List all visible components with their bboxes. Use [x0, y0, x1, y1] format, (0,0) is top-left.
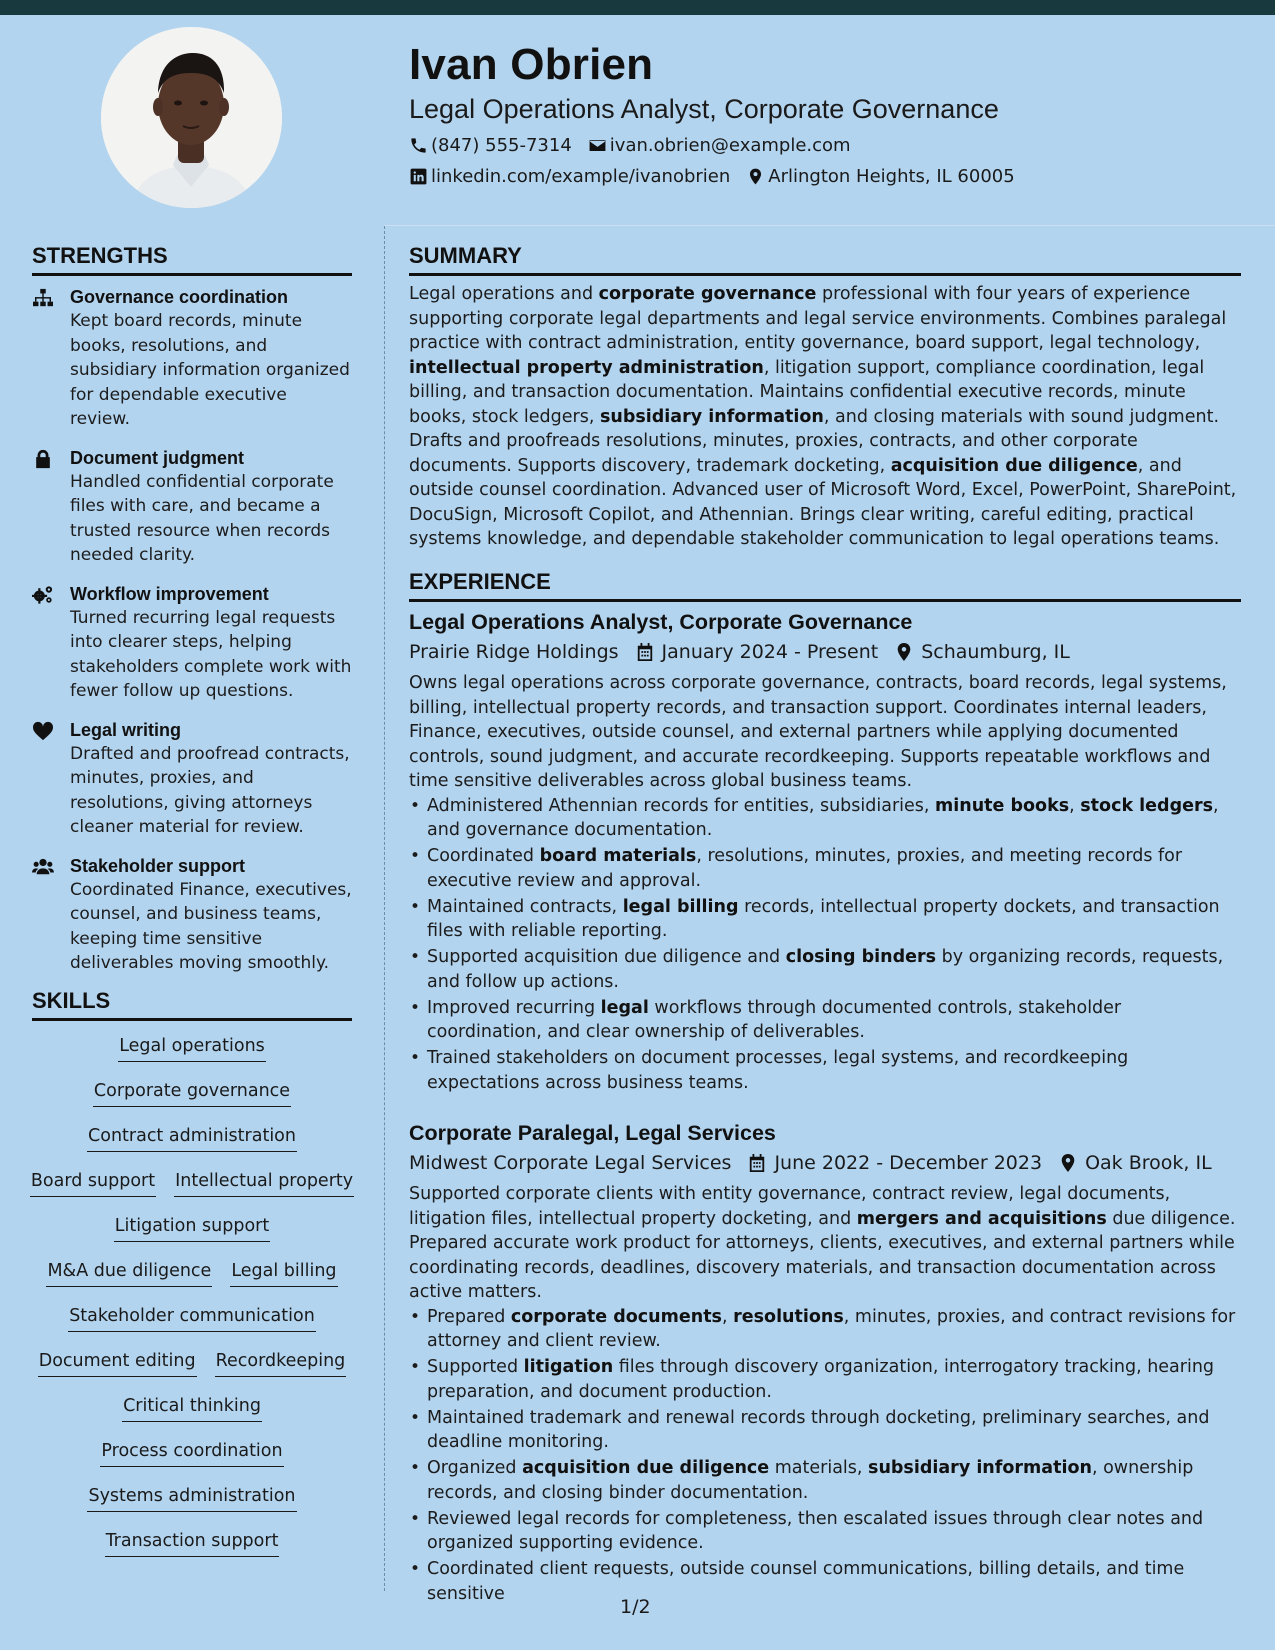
linkedin-item [409, 166, 730, 187]
emphasis-text: legal billing [622, 896, 739, 917]
skill-tag: Board support [30, 1170, 156, 1197]
envelope-icon [588, 136, 607, 155]
emphasis-text: minute books [935, 795, 1070, 816]
job-entry [409, 610, 1241, 1097]
skill-row [32, 1080, 352, 1125]
strength-text [70, 582, 352, 704]
calendar-icon [636, 642, 654, 662]
page-number: 1/2 [620, 1596, 651, 1618]
emphasis-text: intellectual property administration [409, 357, 764, 378]
skill-row [32, 1035, 352, 1080]
strength-description: Kept board records, minute books, resolutions, and subsidiary information organized for dependable executive review. [70, 311, 350, 429]
strength-title: Legal writing [70, 719, 182, 740]
experience-heading: EXPERIENCE [409, 569, 1241, 602]
strength-text [70, 854, 352, 976]
strengths-heading: STRENGTHS [32, 243, 352, 276]
job-bullets [409, 1305, 1241, 1607]
skill-tag: M&A due diligence [46, 1260, 212, 1287]
strengths-list [32, 285, 352, 990]
job-location: Oak Brook, IL [1085, 1152, 1212, 1174]
job-location: Schaumburg, IL [921, 641, 1070, 663]
skill-tag: Systems administration [87, 1485, 296, 1512]
strength-description: Handled confidential corporate files with care, and became a trusted resource when records needed clarity. [70, 471, 334, 565]
emphasis-text: subsidiary information [599, 406, 824, 427]
skill-row [32, 1485, 352, 1530]
skill-tag: Stakeholder communication [68, 1305, 316, 1332]
strength-text [70, 285, 352, 432]
summary-heading: SUMMARY [409, 243, 1241, 276]
bullet-item: • Administered Athennian records for entities, subsidiaries, minute books, stock ledgers, and governance documentation. [409, 794, 1241, 843]
bullet-item: • Improved recurring legal workflows through documented controls, stakeholder coordination, and clear ownership of deliverables. [409, 996, 1241, 1045]
skill-row [32, 1125, 352, 1170]
bullet-item: • Coordinated client requests, outside counsel communications, billing details, and time sensitive [409, 1557, 1241, 1606]
contact-line-2 [409, 166, 1031, 187]
skill-tag: Document editing [38, 1350, 197, 1377]
bullet-item: • Supported litigation files through discovery organization, interrogatory tracking, hearing preparation, and document production. [409, 1355, 1241, 1404]
calendar-icon [748, 1153, 766, 1173]
skill-tag: Legal operations [118, 1035, 266, 1062]
lock-icon [32, 446, 70, 568]
strength-description: Coordinated Finance, executives, counsel, and business teams, keeping time sensitive deliverables moving smoothly. [70, 879, 352, 973]
skill-tag: Legal billing [230, 1260, 337, 1287]
gears-icon [32, 582, 70, 704]
emphasis-text: board materials [539, 846, 697, 866]
candidate-title: Legal Operations Analyst, Corporate Governance [409, 94, 999, 124]
bullet-item: • Maintained contracts, legal billing records, intellectual property dockets, and transaction files with reliable reporting. [409, 895, 1241, 944]
strength-description: Turned recurring legal requests into clearer steps, helping stakeholders complete work with fewer follow up questions. [70, 607, 352, 701]
strength-title: Governance coordination [70, 287, 289, 307]
job-description: Supported corporate clients with entity governance, contract review, legal documents, litigation files, intellectual property docketing, and mergers and acquisitions due diligence. Prepared accurate work product for attorneys, clients, executives, and external partners while coordinating records, deadlines, discovery materials, and transaction documentation across active matters. [409, 1184, 1236, 1302]
location-text: Arlington Heights, IL 60005 [768, 166, 1015, 187]
emphasis-text: mergers and acquisitions [856, 1208, 1107, 1229]
map-pin-icon [1059, 1153, 1077, 1173]
job-description: Owns legal operations across corporate governance, contracts, board records, legal systems, billing, intellectual property records, and transaction support. Coordinates internal leaders, Finance, executives, outside counsel, and external partners while applying documented controls, sound judgment, and accurate recordkeeping. Supports repeatable workflows and time sensitive deliverables across global business teams. [409, 673, 1227, 791]
map-pin-icon [746, 167, 765, 186]
header-divider [384, 225, 1275, 226]
emphasis-text: resolutions [733, 1306, 844, 1327]
email-text[interactable]: ivan.obrien@example.com [609, 135, 851, 156]
strength-title: Stakeholder support [70, 855, 246, 876]
skills-heading: SKILLS [32, 988, 352, 1021]
skill-tag: Corporate governance [93, 1080, 291, 1107]
phone-text[interactable]: (847) 555-7314 [431, 135, 572, 156]
email-item [588, 135, 851, 156]
job-meta [409, 1152, 1241, 1174]
emphasis-text: stock ledgers [1080, 795, 1214, 816]
skill-tag: Litigation support [114, 1215, 270, 1242]
emphasis-text: acquisition due diligence [522, 1458, 770, 1478]
bullet-item: • Supported acquisition due diligence and closing binders by organizing records, requests, and follow up actions. [409, 945, 1241, 994]
strength-item [32, 718, 352, 840]
users-icon [32, 854, 70, 976]
strength-item [32, 446, 352, 568]
skill-row [32, 1215, 352, 1260]
skill-tag: Recordkeeping [215, 1350, 347, 1377]
bullet-item: • Reviewed legal records for completeness, then escalated issues through clear notes and organized supporting evidence. [409, 1507, 1241, 1556]
skill-row [32, 1530, 352, 1575]
skill-tag: Contract administration [87, 1125, 297, 1152]
heart-icon [32, 718, 70, 840]
job-dates: June 2022 - December 2023 [774, 1152, 1043, 1174]
job-dates: January 2024 - Present [661, 641, 879, 663]
skill-tag: Process coordination [100, 1440, 283, 1467]
column-divider [384, 226, 385, 1591]
linkedin-icon [409, 167, 428, 186]
contact-line-1 [409, 135, 867, 156]
bullet-item: • Prepared corporate documents, resolutions, minutes, proxies, and contract revisions for attorney and client review. [409, 1305, 1241, 1354]
strength-item [32, 285, 352, 432]
bullet-item: • Maintained trademark and renewal records through docketing, preliminary searches, and deadline monitoring. [409, 1406, 1241, 1455]
skill-row [32, 1440, 352, 1485]
strength-text [70, 446, 352, 568]
skill-row [32, 1170, 352, 1215]
strength-description: Drafted and proofread contracts, minutes, proxies, and resolutions, giving attorneys cleaner material for review. [70, 743, 350, 837]
profile-photo [101, 27, 282, 208]
candidate-name: Ivan Obrien [409, 40, 654, 89]
emphasis-text: legal [600, 997, 649, 1018]
skills-list [32, 1035, 352, 1575]
top-accent-bar [0, 0, 1275, 15]
skill-row [32, 1350, 352, 1395]
company-name: Prairie Ridge Holdings [409, 641, 619, 663]
phone-item [409, 135, 572, 156]
skill-tag: Intellectual property [174, 1170, 354, 1197]
bullet-item: • Organized acquisition due diligence materials, subsidiary information, ownership records, and closing binder documentation. [409, 1456, 1241, 1505]
emphasis-text: closing binders [785, 947, 937, 967]
phone-icon [409, 136, 428, 155]
linkedin-text[interactable]: linkedin.com/example/ivanobrien [431, 166, 731, 187]
skill-tag: Critical thinking [122, 1395, 262, 1422]
skill-row [32, 1260, 352, 1305]
job-title: Corporate Paralegal, Legal Services [409, 1121, 776, 1145]
strength-item [32, 582, 352, 704]
skill-tag: Transaction support [105, 1530, 280, 1557]
emphasis-text: acquisition due diligence [890, 455, 1138, 476]
emphasis-text: litigation [523, 1357, 614, 1377]
strength-text [70, 718, 352, 840]
company-name: Midwest Corporate Legal Services [409, 1152, 732, 1174]
skill-row [32, 1305, 352, 1350]
sitemap-icon [32, 285, 70, 432]
job-meta [409, 641, 1241, 663]
location-item [746, 166, 1014, 187]
strength-title: Workflow improvement [70, 583, 269, 604]
strength-title: Document judgment [70, 447, 244, 468]
strength-item [32, 854, 352, 976]
emphasis-text: subsidiary information [868, 1458, 1092, 1478]
summary-text: Legal operations and corporate governance professional with four years of experience supporting corporate legal departments and legal service environments. Combines paralegal practice with contract administration, entity governance, board support, legal technology, intellectual property administration, litigation support, compliance coordination, legal billing, and transaction documentation. Maintains confidential executive records, minute books, stock ledgers, subsidiary information, and closing materials with sound judgment. Drafts and proofreads resolutions, minutes, proxies, contracts, and other corporate documents. Supports discovery, trademark docketing, acquisition due diligence, and outside counsel coordination. Advanced user of Microsoft Word, Excel, PowerPoint, SharePoint, DocuSign, Microsoft Copilot, and Athennian. Brings clear writing, careful editing, practical systems knowledge, and dependable stakeholder communication to legal operations teams. [409, 284, 1237, 549]
emphasis-text: corporate governance [598, 284, 817, 304]
bullet-item: • Coordinated board materials, resolutions, minutes, proxies, and meeting records for executive review and approval. [409, 844, 1241, 893]
emphasis-text: corporate documents [510, 1306, 722, 1327]
map-pin-icon [895, 642, 913, 662]
skill-row [32, 1395, 352, 1440]
job-entry [409, 1121, 1241, 1608]
job-bullets [409, 794, 1241, 1096]
bullet-item: • Trained stakeholders on document processes, legal systems, and recordkeeping expectations across business teams. [409, 1046, 1241, 1095]
job-title: Legal Operations Analyst, Corporate Governance [409, 610, 913, 634]
